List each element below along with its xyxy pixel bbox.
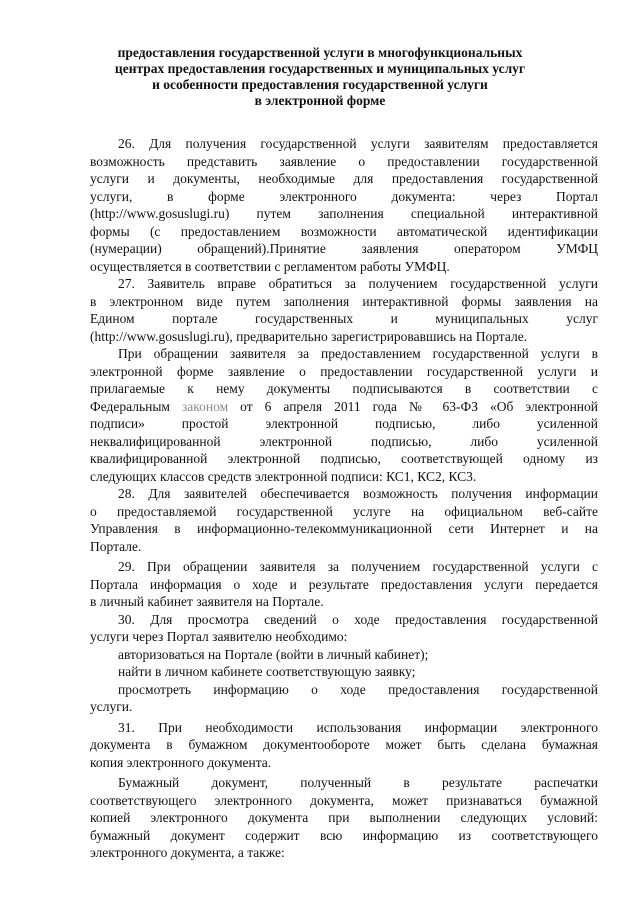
text-line: копия электронного документа.: [90, 754, 272, 770]
text-line: услуги и документы, необходимые для предоставления государственной: [90, 171, 598, 186]
text-fragment: Федеральным: [90, 398, 182, 414]
text-line: 28. Для заявителей обеспечивается возможность получения информации: [118, 486, 598, 501]
text-line: неквалифицированной электронной подписью, либо усиленной: [90, 433, 598, 449]
paragraph-26: [90, 135, 598, 275]
paragraph-29: [90, 558, 598, 611]
heading-line: в электронной форме: [254, 93, 386, 108]
text-line: (http://www.gosuslugi.ru) путем заполнения специальной интерактивной: [90, 206, 598, 221]
text-line: копией электронного документа при выполнении следующих условий:: [90, 810, 598, 825]
section-heading: [60, 45, 580, 109]
text-line: При обращении заявителя за предоставлением государственной услуги в: [118, 346, 598, 361]
federal-law-link[interactable]: законом: [181, 398, 229, 414]
text-line: Управления в информационно-телекоммуникационной сети Интернет и на: [90, 521, 598, 536]
text-line: услуги через Портал заявителю необходимо:: [90, 629, 348, 644]
text-line: документа в бумажном документообороте может быть сделана бумажная: [90, 737, 598, 752]
heading-line: предоставления государственной услуги в многофункциональных: [117, 45, 523, 60]
list-item: просмотреть информацию о ходе предоставления государственной: [118, 681, 598, 697]
text-line: подписи» простой электронной подписью, либо усиленной: [90, 416, 598, 431]
text-line: Едином портале государственных и муниципальных услуг: [90, 311, 598, 326]
text-line: 29. При обращении заявителя за получением государственной услуги с: [118, 559, 598, 574]
text-line: электронного документа, а также:: [90, 845, 285, 860]
text-line: соответствующего электронного документа, может признаваться бумажной: [90, 792, 598, 808]
text-line: бумажный документ содержит всю информацию из соответствующего: [90, 827, 598, 843]
paragraph-28: [90, 485, 598, 555]
text-line: прилагаемые к нему документы подписываются в соответствии с: [90, 381, 598, 396]
heading-line: центрах предоставления государственных и муниципальных услуг: [114, 61, 526, 76]
text-line: квалифицированной электронной подписью, соответствующей одному из: [90, 451, 598, 466]
document-body: [90, 135, 598, 862]
text-line: осуществляется в соответствии с регламентом работы УМФЦ.: [90, 258, 450, 274]
text-line: о предоставляемой государственной услуге на официальном веб-сайте: [90, 503, 598, 519]
paragraph-31: [90, 719, 598, 772]
text-line: 26. Для получения государственной услуги заявителям предоставляется: [118, 136, 598, 151]
text-line: (нумерации) обращений).Принятие заявления оператором УМФЦ: [90, 241, 598, 256]
text-line: услуги, в форме электронного документа: через Портал: [90, 188, 598, 204]
text-line: в электронном виде путем заполнения интерактивной формы заявления на: [90, 293, 598, 309]
text-line: 31. При необходимости использования информации электронного: [118, 719, 598, 735]
paragraph-electronic-signature: [90, 345, 598, 485]
paragraph-paper-copy: [90, 774, 598, 862]
text-line: услуги.: [90, 699, 133, 714]
text-line: (http://www.gosuslugi.ru), предварительно зарегистрировавшись на Портале.: [90, 328, 528, 344]
text-line: формы (с предоставлением возможности автоматической идентификации: [90, 223, 598, 239]
text-line: [90, 398, 598, 416]
text-line: следующих классов средств электронной подписи: КС1, КС2, КС3.: [90, 468, 477, 484]
list-item: авторизоваться на Портале (войти в личный кабинет);: [118, 646, 429, 662]
text-line: Портала информация о ходе и результате предоставления услуги передается: [90, 576, 598, 592]
heading-line: и особенности предоставления государственной услуги: [152, 77, 488, 92]
text-line: 27. Заявитель вправе обратиться за получением государственной услуги: [118, 276, 598, 291]
text-line: 30. Для просмотра сведений о ходе предоставления государственной: [118, 611, 598, 627]
text-line: Портале.: [90, 538, 142, 554]
paragraph-30: [90, 611, 598, 716]
list-item: найти в личном кабинете соответствующую заявку;: [118, 664, 416, 679]
text-line: Бумажный документ, полученный в результате распечатки: [118, 775, 598, 790]
text-line: в личный кабинет заявителя на Портале.: [90, 594, 324, 609]
paragraph-27: [90, 275, 598, 345]
text-line: электронной форме заявление о предоставлении государственной услуги и: [90, 363, 598, 379]
text-fragment: от 6 апреля 2011 года № 63-ФЗ «Об электронной: [228, 398, 598, 414]
text-line: возможность представить заявление о предоставлении государственной: [90, 153, 598, 169]
